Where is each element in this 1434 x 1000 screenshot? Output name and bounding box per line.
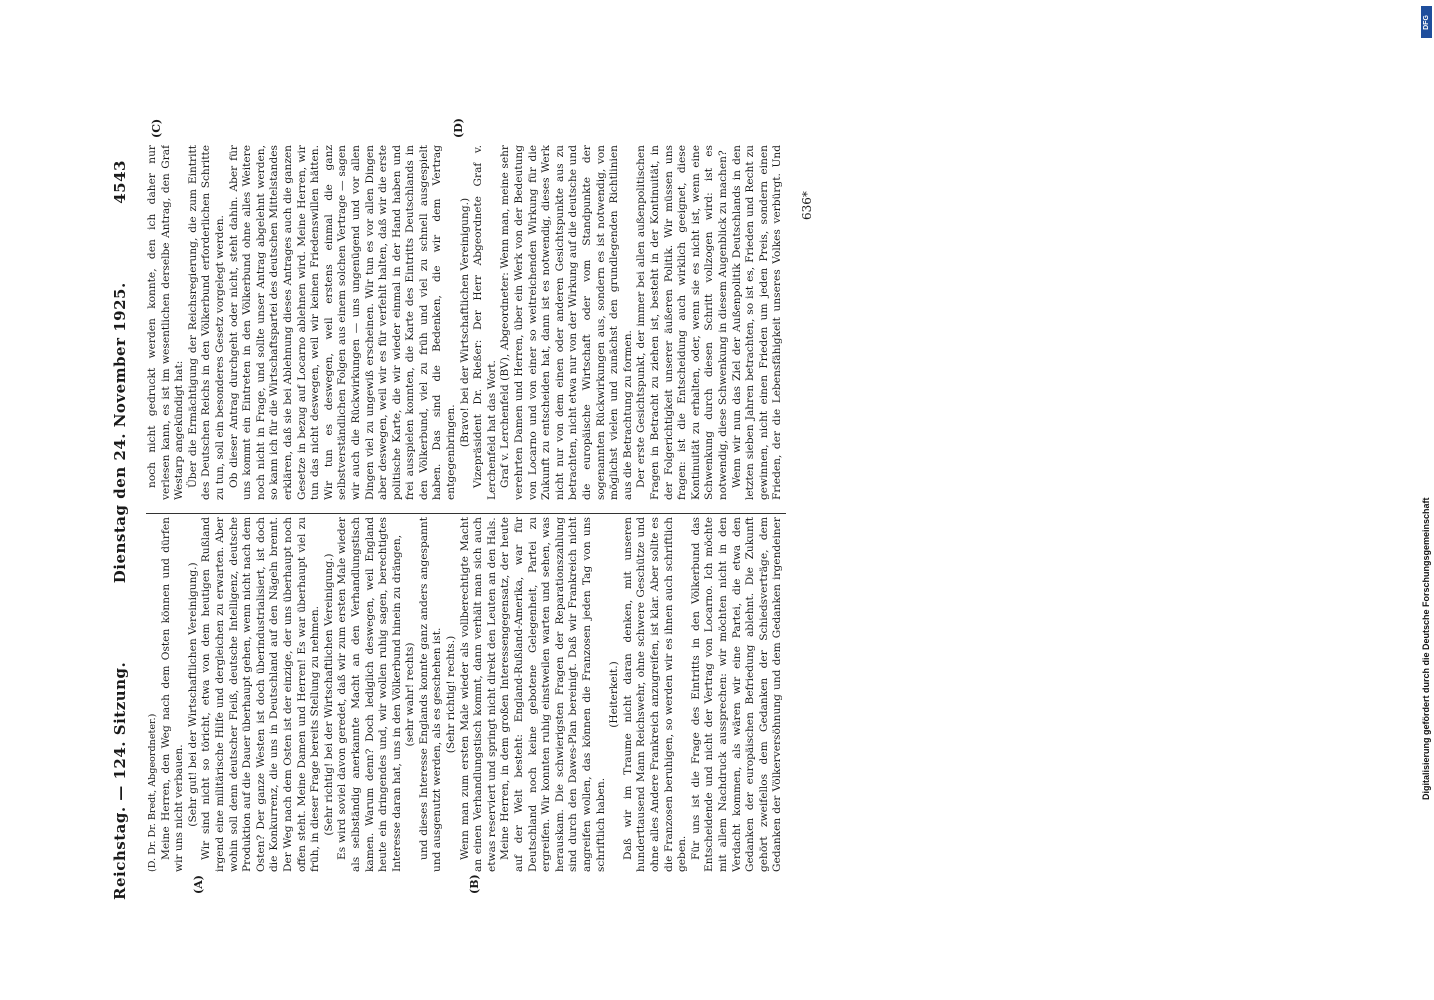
- left-column-paragraph: (Sehr gut! bei der Wirtschaftlichen Vereinigung.): [186, 562, 199, 827]
- left-column-paragraph: (D. Dr. Dr. Bredt, Abgeordneter.): [147, 713, 158, 872]
- column-divider: [146, 513, 786, 514]
- right-column-paragraph: Der erste Gesichtspunkt, der immer bei allen außenpolitischen Fragen in Betracht zu ziehen ist, besteht in der Kontinuität, in der Folgerichtigkeit unserer äußeren Politik. Wir müssen uns fragen: ist die Entscheidung auch wirklich geeignet, diese Kontinuität zu erhalten, oder, wenn sie es nicht ist, wenn eine Schwenkung durch diesen Schritt vollzogen wird: ist es notwendig, diese Schwenkung in diesem Augenblick zu machen?: [635, 145, 729, 500]
- left-column-paragraph: Wenn man zum ersten Male wieder als vollberechtigte Macht an einen Verhandlungstisch kommt, dann verhält man sich auch etwas reserviert und springt nicht direkt den Leuten an den Hals.: [458, 517, 498, 872]
- left-column-paragraph: und dieses Interesse Englands konnte ganz anders angespannt und ausgenutzt werden, als es geschehen ist.: [417, 517, 444, 872]
- rotated-page: [0, 80, 1300, 1000]
- marker-b: (B): [468, 874, 481, 894]
- left-column-paragraph: (sehr wahr! rechts): [404, 642, 417, 747]
- left-column-paragraph: Für uns ist die Frage des Eintritts in den Völkerbund das Entscheidende und nicht der Vertrag von Locarno. Ich möchte mit allem Nachdruck aussprechen: wir möchten nicht in den Verdacht kommen, als wären wir eine Partei, die etwa den Gedanken der europäischen Befriedung ablehnt. Die Zukunft gehört zweifellos dem Gedanken der Schiedsverträge, dem Gedanken der Völkerversöhnung und dem Gedanken irgendeiner: [689, 517, 784, 872]
- marker-c: (C): [150, 118, 163, 138]
- marker-d: (D): [452, 118, 465, 138]
- right-column-paragraph: noch nicht gedruckt werden konnte, den ich daher nur verlesen kann, es ist im wesentlichen derselbe Antrag, den Graf Westarp angekündigt hat:: [146, 145, 186, 500]
- right-column-paragraph: Wenn wir nun das Ziel der Außenpolitik Deutschlands in den letzten sieben Jahren betrachten, so ist es, Frieden und Recht zu gewinnen, nicht einen Frieden um jeden Preis, sondern einen Frieden, der die Lebensfähigkeit unseres Volkes verbürgt. Und: [730, 145, 784, 500]
- page-number: 4543: [111, 160, 129, 204]
- left-column: [146, 517, 786, 872]
- credit-text: Digitalisierung gefördert durch die Deutsche Forschungsgemeinschaft: [1421, 497, 1431, 800]
- right-column-paragraph: Vizepräsident Dr. Rießer: Der Herr Abgeordnete Graf v. Lerchenfeld hat das Wort.: [472, 145, 498, 500]
- header-date: Dienstag den 24. November 1925.: [111, 282, 129, 584]
- right-column-paragraph: Ob dieser Antrag durchgeht oder nicht, steht dahin. Aber für uns kommt ein Eintreten in den Völkerbund ohne alles Weitere noch nicht in Frage, und sollte unser Antrag abgelehnt werden, so kann ich für die Wirtschaftspartei des deutschen Mittelstandes erklären, daß sie bei Ablehnung dieses Antrages auch die ganzen Gesetze in bezug auf Locarno ablehnen wird. Meine Herren, wir tun das nicht deswegen, weil wir keinen Friedenswillen hätten. Wir tun es deswegen, weil erstens einmal die ganz selbstverständlichen Folgen aus einem solchen Vertrage — sagen wir auch die Rückwirkungen — uns ungenügend und vor allen Dingen viel zu ungewiß erscheinen. Wir tun es vor allen Dingen aber deswegen, weil wir es für verfehlt halten, daß wir die erste politische Karte, die wir wieder einmal in der Hand haben und frei ausspielen konnten, die Karte des Eintritts Deutschlands in den Völkerbund, viel zu früh und viel zu schnell ausgespielt haben. Das sind die Bedenken, die wir dem Vertrag entgegenbringen.: [227, 145, 458, 500]
- dfg-logo: DFG: [1421, 6, 1432, 38]
- left-column-paragraph: (Heiterkeit.): [608, 661, 621, 728]
- page-signature: 636*: [800, 191, 814, 220]
- right-column-paragraph: Über die Ermächtigung der Reichsregierung, die zum Eintritt des Deutschen Reichs in den Völkerbund erforderlichen Schritte zu tun, soll ein besonderes Gesetz vorgelegt werden.: [186, 145, 226, 500]
- left-column-paragraph: Daß wir im Traume nicht daran denken, mit unseren hunderttausend Mann Reichswehr, ohne schwere Geschütze und ohne alles Andere Frankreich anzugreifen, ist klar. Aber sollte es die Franzosen beruhigen, so werden wir es ihnen auch schriftlich geben.: [621, 517, 689, 872]
- right-column-paragraph: (Bravo! bei der Wirtschaftlichen Vereinigung.): [458, 197, 471, 448]
- page-header: [108, 160, 132, 900]
- left-column-paragraph: Meine Herren, in dem großen Interessengegensatz, der heute auf der Welt besteht: England-Rußland-Amerika, war für Deutschland noch keine gebotene Gelegenheit, Partei zu ergreifen. Wir konnten ruhig einstweilen warten und sehen, was herauskam. Die schwierigsten Fragen der Reparationszahlung sind durch den Dawes-Plan bereinigt. Daß wir Frankreich nicht angreifen wollen, das können die Franzosen jeden Tag von uns schriftlich haben.: [499, 517, 607, 872]
- header-left: Reichstag. — 124. Sitzung.: [111, 661, 129, 900]
- left-column-paragraph: (Sehr richtig! bei der Wirtschaftlichen Vereinigung.): [322, 553, 335, 836]
- left-column-paragraph: Es wird soviel davon geredet, daß wir zum ersten Male wieder als selbständig anerkannte Macht an den Verhandlungstisch kamen. Warum denn? Doch lediglich deswegen, weil England heute ein dringendes und, wir wollen ruhig sagen, berechtigtes Interesse daran hat, uns in den Völkerbund hinein zu drängen,: [336, 517, 403, 872]
- right-column-paragraph: Graf v. Lerchenfeld (BV), Abgeordneter: Wenn man, meine sehr verehrten Damen und Herren, über ein Werk von der Bedeutung von Locarno und von einer so weitreichenden Wirkung für die Zukunft zu entscheiden hat, dann ist es notwendig, dieses Werk nicht nur von dem einen oder anderen Gesichtspunkte aus zu betrachten, nicht etwa nur von der Wirkung auf die deutsche und die europäische Wirtschaft oder vom Standpunkte der sogenannten Rückwirkungen aus, sondern es ist notwendig, von möglichst vielen und zunächst den grundlegenden Richtlinien aus die Betrachtung zu formen.: [499, 145, 634, 500]
- left-column-paragraph: Wir sind nicht so töricht, etwa von dem heutigen Rußland irgend eine militärische Hilfe und dergleichen zu erwarten. Aber wohin soll denn deutscher Fleiß, deutsche Intelligenz, deutsche Produktion auf die Dauer überhaupt gehen, wenn nicht nach dem Osten? Der ganze Westen ist doch überindustrialisiert, ist doch die Konkurrenz, die uns in Deutschland auf den Nägeln brennt. Der Weg nach dem Osten ist der einzige, der uns überhaupt noch offen steht. Meine Damen und Herren! Es war überhaupt viel zu früh, in dieser Frage bereits Stellung zu nehmen.: [200, 517, 322, 872]
- left-column-paragraph: Meine Herren, den Weg nach dem Osten können und dürfen wir uns nicht verbauen.: [159, 517, 186, 872]
- marker-a: (A): [192, 875, 205, 894]
- credit-strip: [1418, 0, 1434, 1000]
- left-column-paragraph: (Sehr richtig! rechts.): [445, 635, 458, 754]
- right-column: [146, 145, 786, 500]
